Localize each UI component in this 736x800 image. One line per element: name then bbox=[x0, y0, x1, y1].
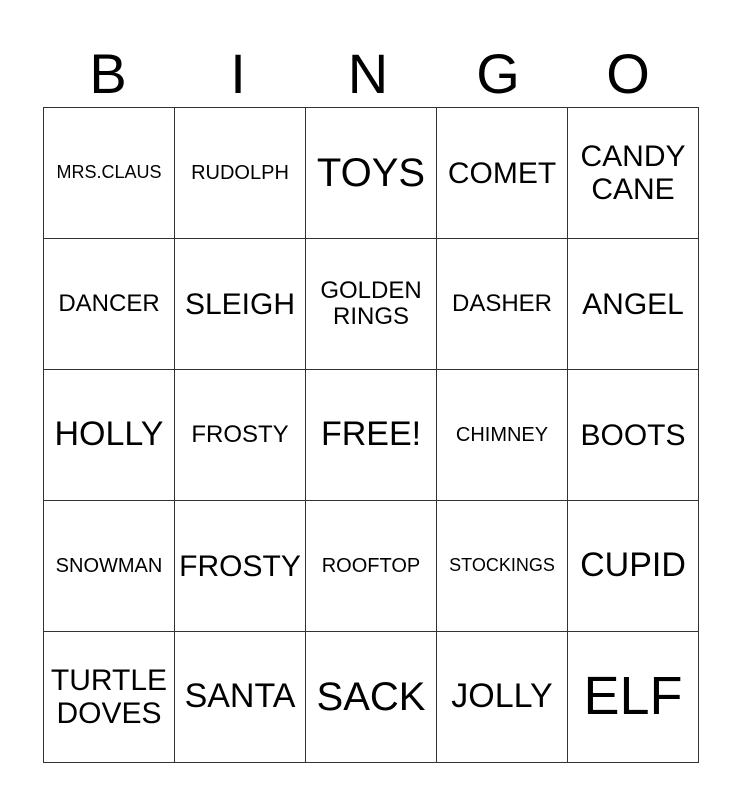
bingo-cell: CUPID bbox=[568, 501, 699, 632]
bingo-cell: CHIMNEY bbox=[437, 370, 568, 501]
header-letter-g: G bbox=[476, 42, 520, 105]
bingo-cell: HOLLY bbox=[44, 370, 175, 501]
bingo-cell: ANGEL bbox=[568, 239, 699, 370]
bingo-cell: TURTLE DOVES bbox=[44, 632, 175, 763]
grid-row bbox=[44, 239, 699, 370]
bingo-cell: MRS.CLAUS bbox=[44, 108, 175, 239]
bingo-cell: TOYS bbox=[306, 108, 437, 239]
grid-row bbox=[44, 108, 699, 239]
bingo-cell: GOLDEN RINGS bbox=[306, 239, 437, 370]
bingo-cell: SANTA bbox=[175, 632, 306, 763]
bingo-cell: SNOWMAN bbox=[44, 501, 175, 632]
bingo-cell: ROOFTOP bbox=[306, 501, 437, 632]
bingo-cell-free: FREE! bbox=[306, 370, 437, 501]
grid-row bbox=[44, 370, 699, 501]
grid-row bbox=[44, 501, 699, 632]
bingo-cell: STOCKINGS bbox=[437, 501, 568, 632]
bingo-cell: SLEIGH bbox=[175, 239, 306, 370]
header-letter-o: O bbox=[606, 42, 650, 105]
bingo-cell: COMET bbox=[437, 108, 568, 239]
bingo-cell: DANCER bbox=[44, 239, 175, 370]
bingo-cell: ELF bbox=[568, 632, 699, 763]
bingo-cell: DASHER bbox=[437, 239, 568, 370]
bingo-grid bbox=[43, 107, 699, 763]
bingo-cell: RUDOLPH bbox=[175, 108, 306, 239]
bingo-header bbox=[43, 40, 693, 108]
grid-row bbox=[44, 632, 699, 763]
header-letter-i: I bbox=[230, 42, 246, 105]
bingo-cell: CANDY CANE bbox=[568, 108, 699, 239]
bingo-cell: FROSTY bbox=[175, 370, 306, 501]
header-letter-n: N bbox=[347, 42, 389, 105]
bingo-cell: JOLLY bbox=[437, 632, 568, 763]
bingo-cell: BOOTS bbox=[568, 370, 699, 501]
bingo-cell: FROSTY bbox=[175, 501, 306, 632]
header-letter-b: B bbox=[89, 42, 127, 105]
bingo-cell: SACK bbox=[306, 632, 437, 763]
